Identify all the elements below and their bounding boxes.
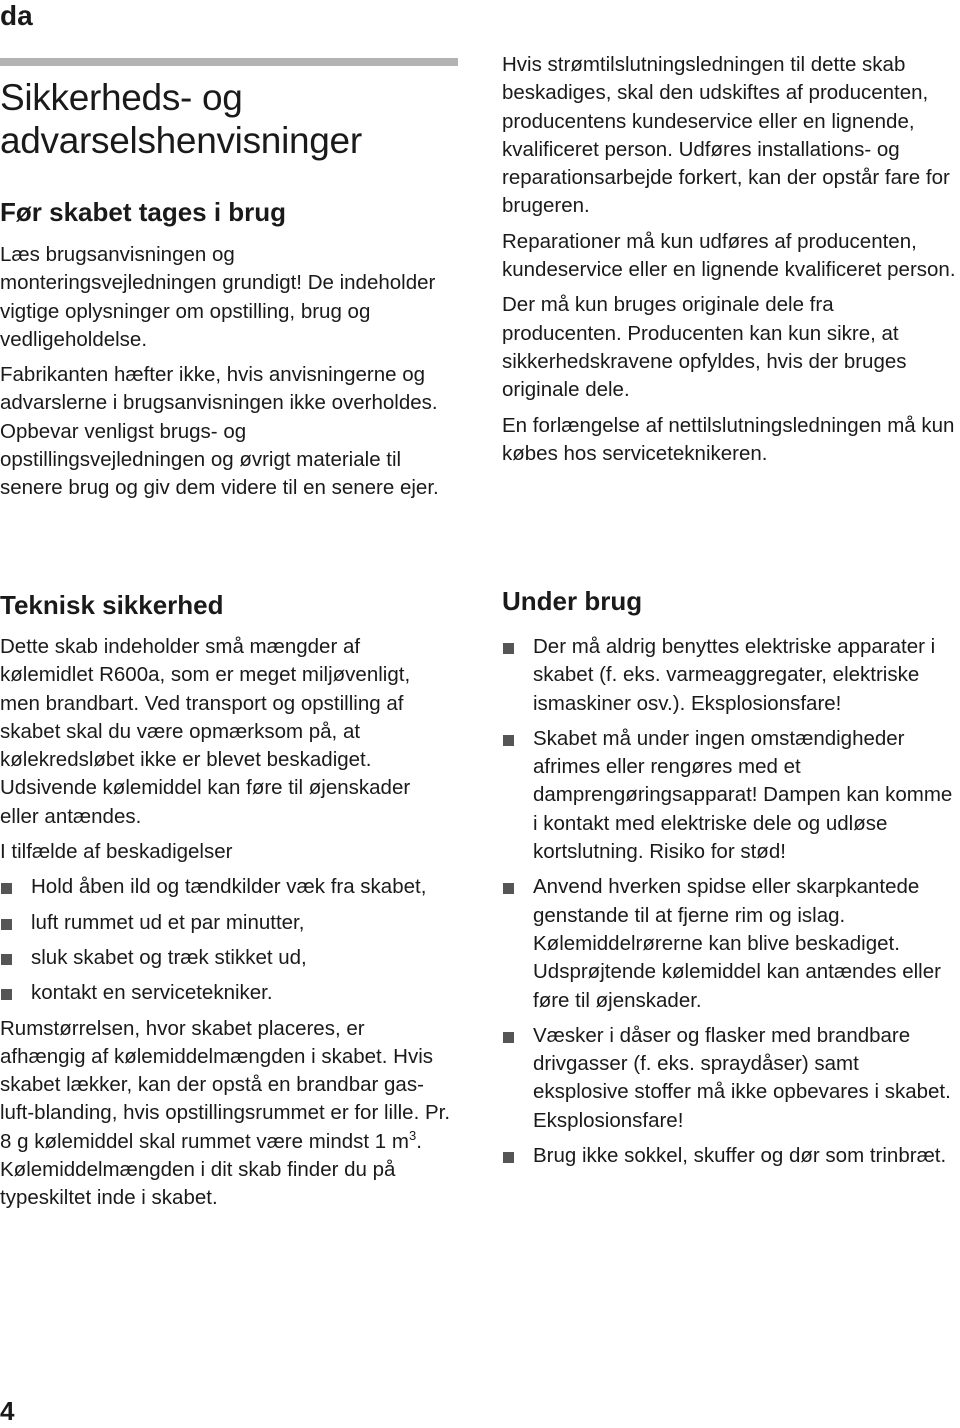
technical-safety-paragraph: Dette skab indeholder små mængder af kølemidlet R600a, som er meget miljøvenligt, men brandbart. Ved transport og opstilling af skabet skal du være opmærksom på, at kølekredsløbet ikke er blevet beskadiget. Udsivende kølemiddel kan føre til øjenskader eller antændes. — [0, 635, 411, 828]
bullet-square-icon — [1, 989, 12, 1000]
list-item: Der må aldrig benyttes elektriske apparater i skabet (f. eks. varmeaggregater, elektriske ismaskiner osv.). Eksplosionsfare! — [502, 633, 960, 718]
section-heading-under-use: Under brug — [502, 586, 643, 616]
right-body — [502, 51, 958, 475]
language-tag: da — [0, 0, 33, 31]
bullet-square-icon — [503, 735, 514, 746]
body-paragraph: En forlængelse af nettilslutningsledningen må kun købes hos serviceteknikeren. — [502, 413, 955, 465]
list-item: sluk skabet og træk stikket ud, — [0, 944, 452, 972]
before-use-paragraph: Læs brugsanvisningen og monteringsvejledningen grundigt! De indeholder vigtige oplysninger om opstilling, brug og vedligeholdelse. — [0, 243, 436, 351]
list-item: Skabet må under ingen omstændigheder afrimes eller rengøres med et damprengøringsapparat! Dampen kan komme i kontakt med elektriske dele og udløse kortslutning. Risiko for stød! — [502, 725, 960, 866]
list-item: Brug ikke sokkel, skuffer og dør som trinbræt. — [502, 1142, 960, 1170]
header-rule — [0, 58, 458, 66]
body-paragraph: Hvis strømtilslutningsledningen til dette skab beskadiges, skal den udskiftes af producenten, producentens kundeservice eller en lignende, kvalificeret person. Udføres installations- og reparationsarbejde forkert, kan der opstår fare for brugeren. — [502, 53, 950, 218]
page-number: 4 — [0, 1396, 15, 1426]
bullet-square-icon — [503, 643, 514, 654]
under-use-body — [502, 633, 960, 1177]
technical-safety-body — [0, 633, 452, 1220]
section-heading-before-use: Før skabet tages i brug — [0, 197, 287, 227]
page-title-line-1: Sikkerheds- og — [0, 77, 243, 118]
page-title-line-2: advarselshenvisninger — [0, 120, 362, 161]
list-item: Hold åben ild og tændkilder væk fra skabet, — [0, 873, 452, 901]
room-size-paragraph: Rumstørrelsen, hvor skabet placeres, er afhængig af kølemiddelmængden i skabet. Hvis skabet lækker, kan der opstå en brandbar gas-luft-blanding, hvis opstillingsrummet er for lille. Pr. 8 g kølemiddel skal rummet være mindst 1 $m^3$. Kølemiddelmængden i dit skab finder du på typeskiltet inde i skabet. — [0, 1016, 451, 1210]
body-paragraph: Der må kun bruges originale dele fra producenten. Producenten kan kun sikre, at sikkerhedskravene opfyldes, hvis der bruges originale dele. — [502, 293, 907, 402]
body-paragraph: Reparationer må kun udføres af producenten, kundeservice eller en lignende kvalificeret person. — [502, 229, 956, 282]
bullet-square-icon — [1, 919, 12, 930]
bullet-square-icon — [1, 954, 12, 965]
before-use-paragraph: Fabrikanten hæfter ikke, hvis anvisningerne og advarslerne i brugsanvisningen ikke overholdes. Opbevar venligst brugs- og opstillingsvejledningen og øvrigt materiale til senere brug og giv dem videre til en senere ejer. — [0, 363, 439, 500]
section-heading-technical-safety: Teknisk sikkerhed — [0, 590, 224, 620]
under-use-list — [502, 633, 960, 1170]
bullet-square-icon — [503, 883, 514, 894]
bullet-square-icon — [1, 883, 12, 894]
page-title — [0, 76, 362, 162]
list-item: Væsker i dåser og flasker med brandbare drivgasser (f. eks. spraydåser) samt eksplosive stoffer må ikke opbevares i skabet. Eksplosionsfare! — [502, 1022, 960, 1135]
damage-list — [0, 873, 452, 1007]
bullet-square-icon — [503, 1032, 514, 1043]
list-item: kontakt en servicetekniker. — [0, 979, 452, 1007]
damage-intro: I tilfælde af beskadigelser — [0, 840, 233, 864]
list-item: Anvend hverken spidse eller skarpkantede genstande til at fjerne rim og islag. Kølemiddelrørerne kan blive beskadiget. Udsprøjtende kølemiddel kan antændes eller føre til øjenskader. — [502, 873, 960, 1014]
before-use-body — [0, 241, 440, 510]
list-item: luft rummet ud et par minutter, — [0, 909, 452, 937]
bullet-square-icon — [503, 1152, 514, 1163]
